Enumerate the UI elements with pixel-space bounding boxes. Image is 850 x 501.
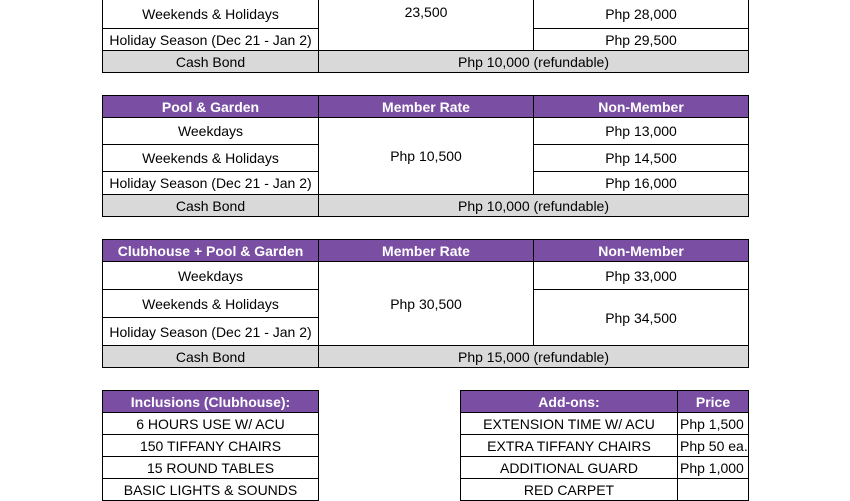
row-label: Holiday Season (Dec 21 - Jan 2) [103, 29, 319, 51]
addon-price: Php 1,000 [678, 457, 749, 479]
inclusions-table [102, 390, 319, 501]
addon-name: ADDITIONAL GUARD [461, 457, 678, 479]
row-label: Weekdays [103, 118, 319, 145]
cash-bond-value: Php 10,000 (refundable) [319, 51, 749, 73]
addon-price [678, 479, 749, 501]
inclusion-item: 15 ROUND TABLES [103, 457, 319, 479]
non-member-value: Php 16,000 [534, 172, 749, 195]
member-rate-header: Member Rate [319, 240, 534, 262]
addons-header: Add-ons: [461, 391, 678, 413]
addon-name: RED CARPET [461, 479, 678, 501]
inclusion-item: 6 HOURS USE W/ ACU [103, 413, 319, 435]
pool-garden-rates-table [102, 95, 749, 217]
table-header: Clubhouse + Pool & Garden [103, 240, 319, 262]
cash-bond-label: Cash Bond [103, 51, 319, 73]
row-label: Weekends & Holidays [103, 0, 319, 29]
row-label: Weekdays [103, 262, 319, 290]
addon-name: EXTENSION TIME W/ ACU [461, 413, 678, 435]
cash-bond-label: Cash Bond [103, 195, 319, 217]
inclusion-item: BASIC LIGHTS & SOUNDS [103, 479, 319, 501]
member-rate-header: Member Rate [319, 96, 534, 118]
row-label: Weekends & Holidays [103, 290, 319, 318]
row-label: Holiday Season (Dec 21 - Jan 2) [103, 318, 319, 346]
non-member-header: Non-Member [534, 96, 749, 118]
row-label: Holiday Season (Dec 21 - Jan 2) [103, 172, 319, 195]
non-member-value: Php 33,000 [534, 262, 749, 290]
inclusions-header: Inclusions (Clubhouse): [103, 391, 319, 413]
price-header: Price [678, 391, 749, 413]
cash-bond-value: Php 10,000 (refundable) [319, 195, 749, 217]
addon-name: EXTRA TIFFANY CHAIRS [461, 435, 678, 457]
cash-bond-value: Php 15,000 (refundable) [319, 346, 749, 368]
non-member-value: Php 13,000 [534, 118, 749, 145]
non-member-header: Non-Member [534, 240, 749, 262]
addons-table [460, 390, 749, 501]
addon-price: Php 50 ea. [678, 435, 749, 457]
cash-bond-label: Cash Bond [103, 346, 319, 368]
non-member-value: Php 14,500 [534, 145, 749, 172]
member-rate-value: Php 30,500 [319, 262, 534, 346]
non-member-value: Php 34,500 [534, 290, 749, 346]
row-label: Weekends & Holidays [103, 145, 319, 172]
combo-rates-table [102, 239, 749, 368]
member-rate-value: Php 10,500 [319, 118, 534, 195]
non-member-value: Php 29,500 [534, 29, 749, 51]
addon-price: Php 1,500 [678, 413, 749, 435]
clubhouse-rates-table [102, 0, 749, 73]
table-header: Pool & Garden [103, 96, 319, 118]
non-member-value: Php 28,000 [534, 0, 749, 29]
member-rate-value: 23,500 [319, 0, 534, 51]
inclusion-item: 150 TIFFANY CHAIRS [103, 435, 319, 457]
